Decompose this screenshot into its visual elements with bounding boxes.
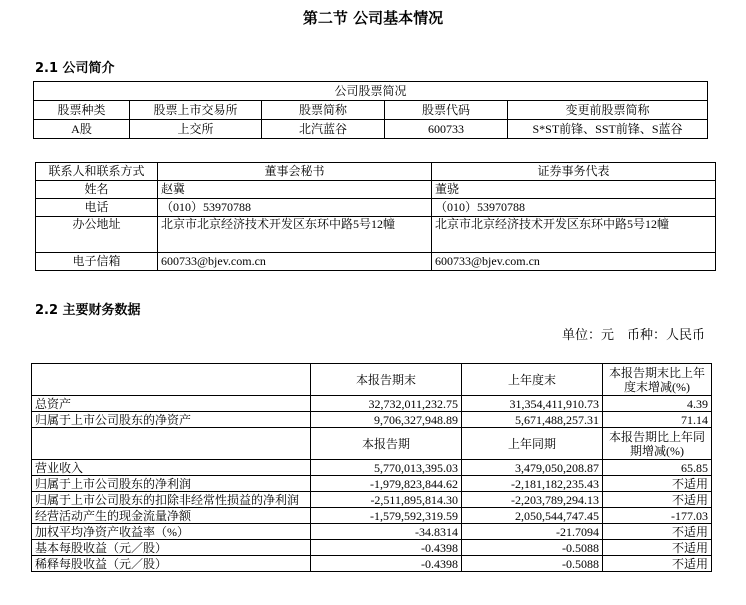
representative-address: 北京市北京经济技术开发区东环中路5号12幢 — [432, 217, 716, 253]
cell-value: 不适用 — [603, 492, 712, 508]
cell-value: 5,770,013,395.03 — [311, 460, 462, 476]
cell-value: -1,979,823,844.62 — [311, 476, 462, 492]
column-header: 本报告期 — [311, 428, 462, 460]
table-header-row — [34, 101, 708, 120]
cell-value: 不适用 — [603, 476, 712, 492]
stock-short-name: 北汽蓝谷 — [262, 120, 385, 139]
former-stock-names: S*ST前锋、SST前锋、S蓝谷 — [508, 120, 708, 139]
column-header: 股票上市交易所 — [130, 101, 262, 120]
cell-value: -2,181,182,235.43 — [462, 476, 603, 492]
column-header: 本报告期末比上年度末增减(%) — [603, 364, 712, 396]
row-label: 基本每股收益（元／股） — [32, 540, 311, 556]
cell-value: -0.4398 — [311, 540, 462, 556]
cell-value: 2,050,544,747.45 — [462, 508, 603, 524]
page-title: 第二节 公司基本情况 — [302, 9, 444, 27]
unit-currency-label: 单位：元 币种：人民币 — [561, 327, 705, 342]
row-label: 姓名 — [36, 181, 158, 199]
financial-data-table — [31, 363, 712, 572]
column-header: 上年度末 — [462, 364, 603, 396]
cell-value: 32,732,011,232.75 — [311, 396, 462, 412]
representative-phone: （010）53970788 — [432, 199, 716, 217]
cell-value: 4.39 — [603, 396, 712, 412]
column-header: 股票种类 — [34, 101, 130, 120]
cell-value: 31,354,411,910.73 — [462, 396, 603, 412]
cell-value: -0.4398 — [311, 556, 462, 572]
table-row — [32, 492, 712, 508]
row-label: 归属于上市公司股东的净资产 — [32, 412, 311, 428]
row-label: 归属于上市公司股东的净利润 — [32, 476, 311, 492]
stock-exchange: 上交所 — [130, 120, 262, 139]
column-header: 本报告期比上年同期增减(%) — [603, 428, 712, 460]
column-header: 股票简称 — [262, 101, 385, 120]
section-heading-company-profile: 2.1 公司简介 — [35, 61, 115, 76]
table-row — [32, 508, 712, 524]
table-caption: 公司股票简况 — [34, 82, 708, 101]
table-row — [32, 476, 712, 492]
row-label: 经营活动产生的现金流量净额 — [32, 508, 311, 524]
cell-value: -0.5088 — [462, 556, 603, 572]
row-label: 电话 — [36, 199, 158, 217]
column-header: 董事会秘书 — [158, 163, 432, 181]
table-row — [32, 556, 712, 572]
cell-value: 9,706,327,948.89 — [311, 412, 462, 428]
cell-value: -2,203,789,294.13 — [462, 492, 603, 508]
cell-value: 3,479,050,208.87 — [462, 460, 603, 476]
table-row — [32, 540, 712, 556]
cell-value: 不适用 — [603, 524, 712, 540]
section-heading-financial-data: 2.2 主要财务数据 — [35, 303, 141, 318]
table-header-row — [36, 163, 716, 181]
row-label: 总资产 — [32, 396, 311, 412]
stock-type: A股 — [34, 120, 130, 139]
column-header: 联系人和联系方式 — [36, 163, 158, 181]
column-header — [32, 428, 311, 460]
table-row — [36, 253, 716, 271]
table-row — [36, 217, 716, 253]
column-header — [32, 364, 311, 396]
contact-table — [35, 162, 716, 271]
row-label: 营业收入 — [32, 460, 311, 476]
row-label: 稀释每股收益（元／股） — [32, 556, 311, 572]
stock-code: 600733 — [385, 120, 508, 139]
cell-value: 5,671,488,257.31 — [462, 412, 603, 428]
table-row — [32, 524, 712, 540]
cell-value: 不适用 — [603, 540, 712, 556]
column-header: 本报告期末 — [311, 364, 462, 396]
representative-email[interactable]: 600733@bjev.com.cn — [432, 253, 716, 271]
cell-value: -1,579,592,319.59 — [311, 508, 462, 524]
cell-value: -2,511,895,814.30 — [311, 492, 462, 508]
table-row — [36, 181, 716, 199]
table-header-row — [32, 364, 712, 396]
table-row — [34, 120, 708, 139]
row-label: 加权平均净资产收益率（%） — [32, 524, 311, 540]
table-row — [32, 412, 712, 428]
secretary-address: 北京市北京经济技术开发区东环中路5号12幢 — [158, 217, 432, 253]
table-row — [36, 199, 716, 217]
table-row — [32, 396, 712, 412]
cell-value: 不适用 — [603, 556, 712, 572]
stock-overview-table — [33, 81, 708, 139]
cell-value: 65.85 — [603, 460, 712, 476]
cell-value: -177.03 — [603, 508, 712, 524]
representative-name: 董骁 — [432, 181, 716, 199]
row-label: 归属于上市公司股东的扣除非经常性损益的净利润 — [32, 492, 311, 508]
cell-value: -34.8314 — [311, 524, 462, 540]
secretary-phone: （010）53970788 — [158, 199, 432, 217]
column-header: 股票代码 — [385, 101, 508, 120]
cell-value: -0.5088 — [462, 540, 603, 556]
cell-value: -21.7094 — [462, 524, 603, 540]
secretary-name: 赵冀 — [158, 181, 432, 199]
secretary-email[interactable]: 600733@bjev.com.cn — [158, 253, 432, 271]
column-header: 上年同期 — [462, 428, 603, 460]
row-label: 电子信箱 — [36, 253, 158, 271]
row-label: 办公地址 — [36, 217, 158, 253]
table-header-row — [32, 428, 712, 460]
column-header: 证券事务代表 — [432, 163, 716, 181]
column-header: 变更前股票简称 — [508, 101, 708, 120]
cell-value: 71.14 — [603, 412, 712, 428]
table-row — [32, 460, 712, 476]
